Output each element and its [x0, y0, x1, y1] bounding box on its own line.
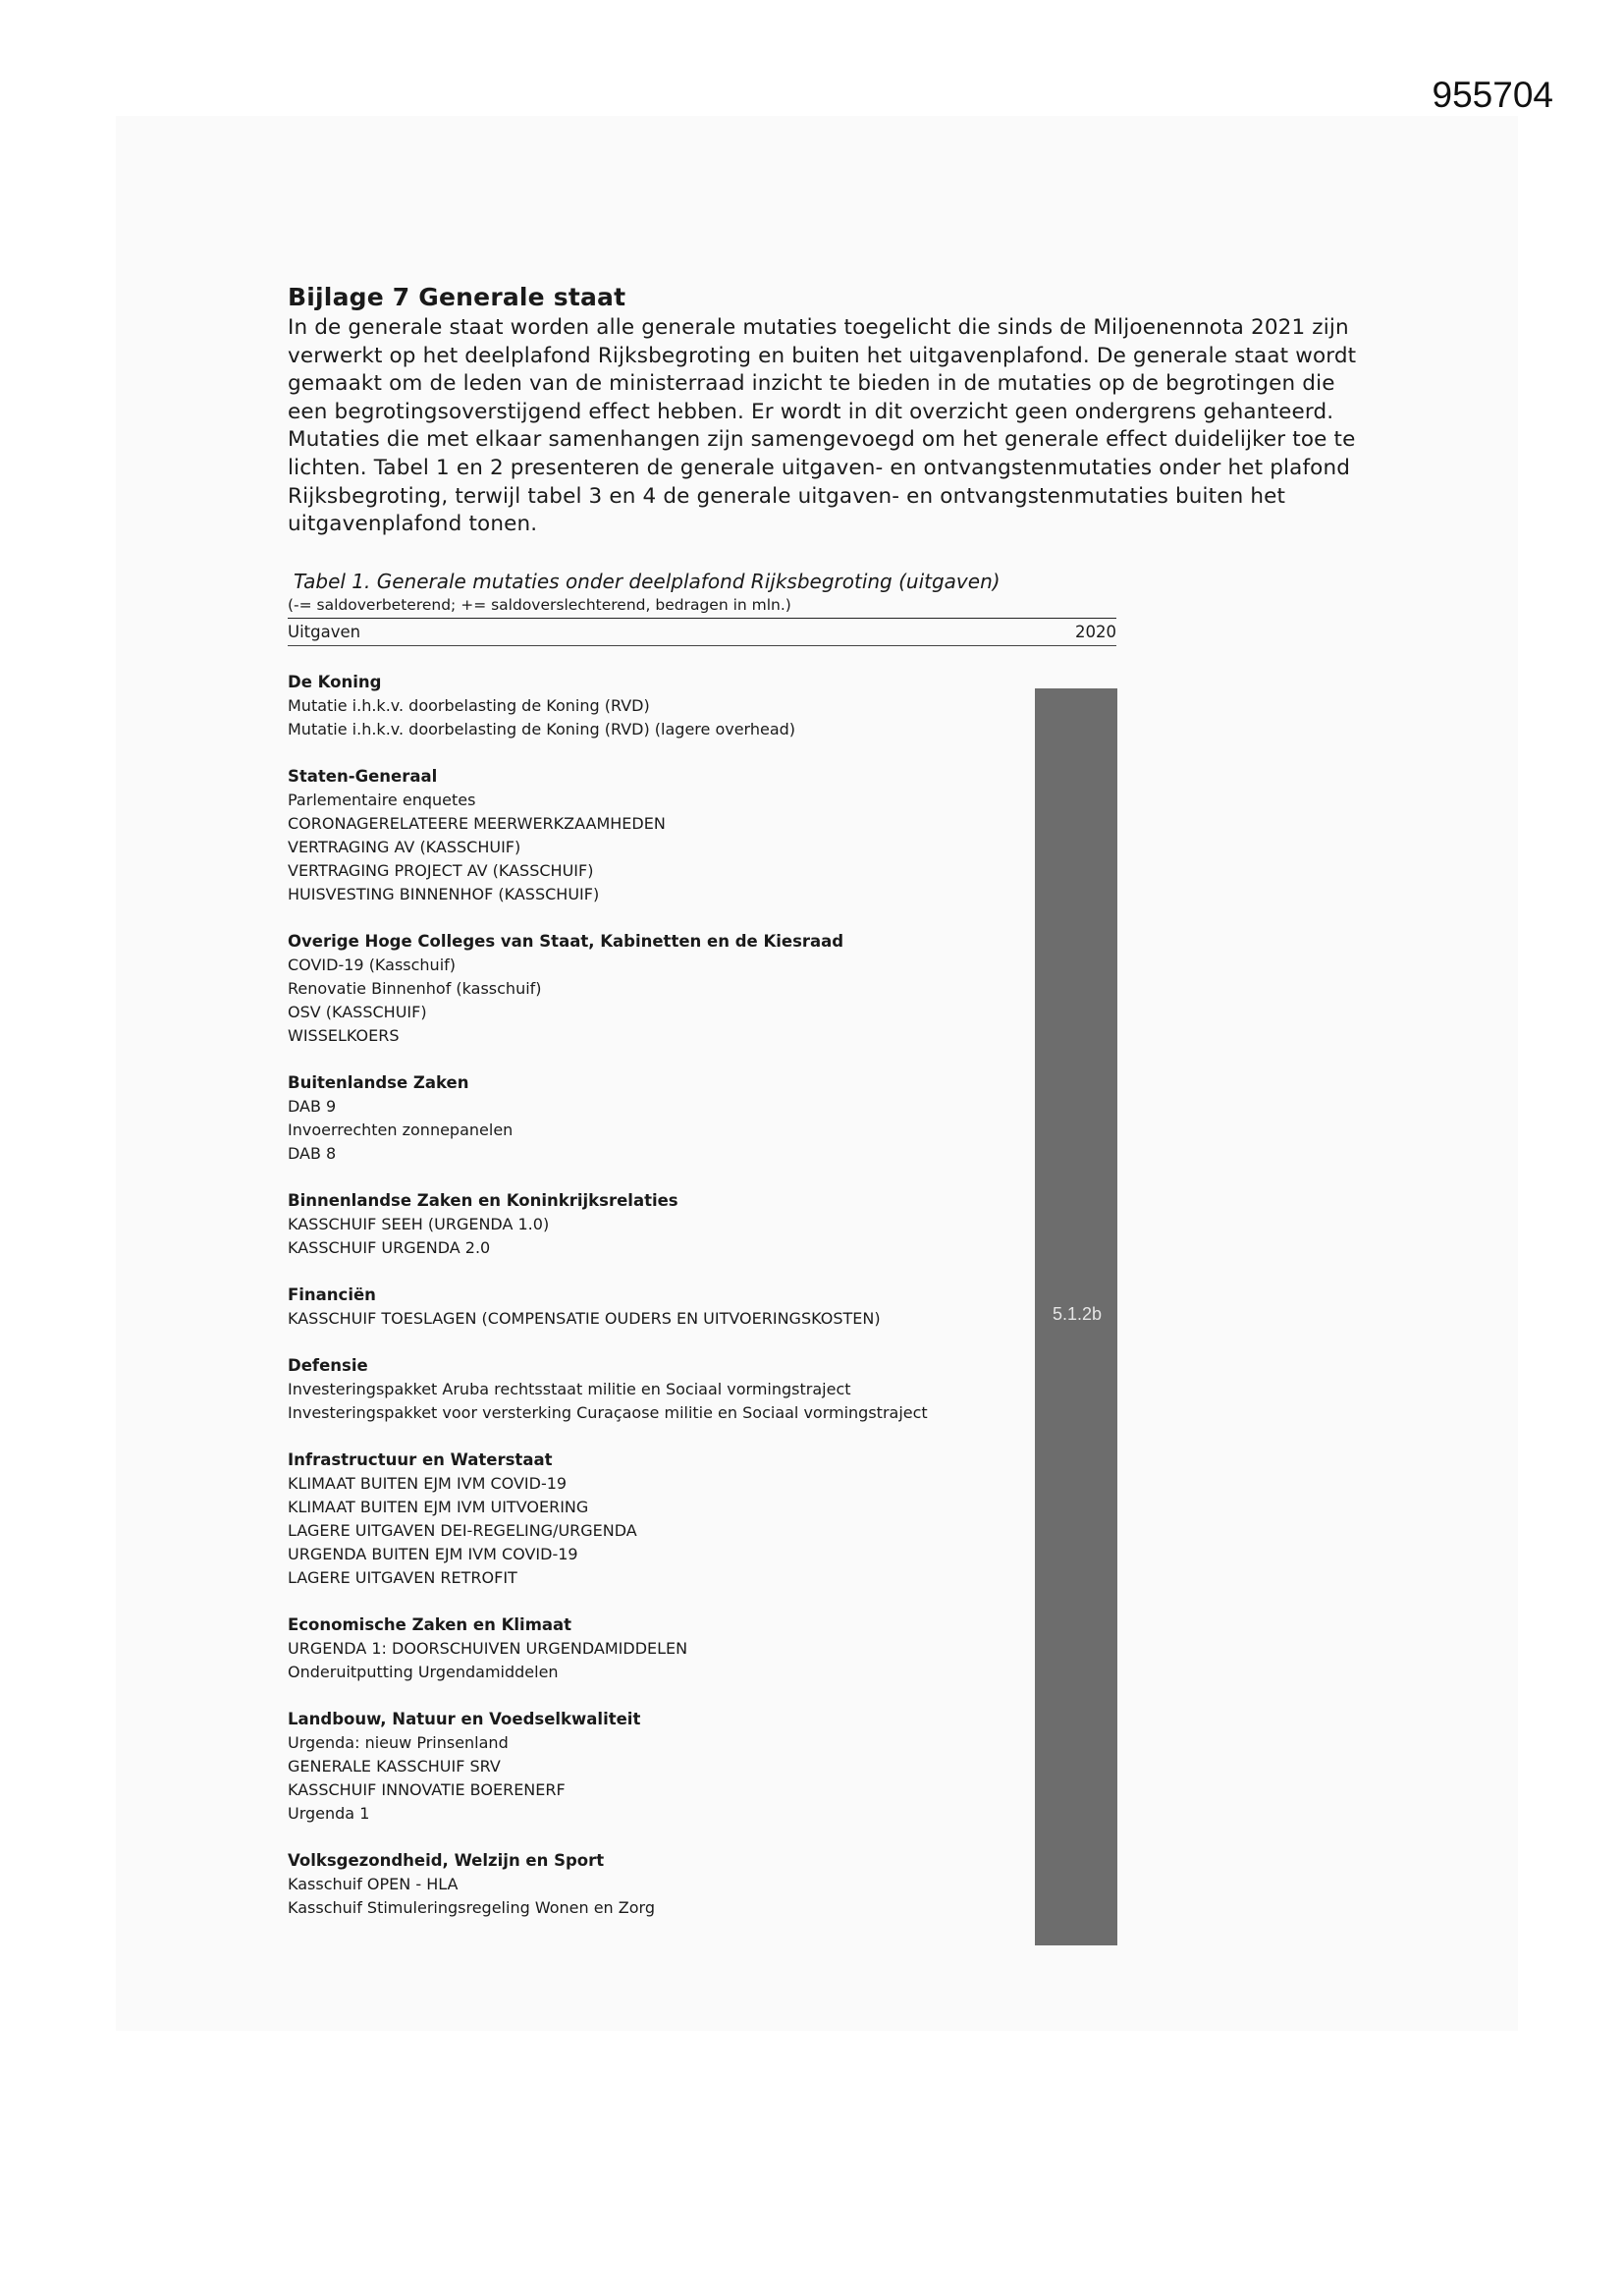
section-title: Infrastructuur en Waterstaat: [288, 1450, 553, 1469]
table-row: Parlementaire enquetes: [288, 791, 476, 809]
table-section: [288, 1849, 1116, 1920]
table-row: COVID-19 (Kasschuif): [288, 956, 457, 974]
intro-line: lichten. Tabel 1 en 2 presenteren de generale uitgaven- en ontvangstenmutaties onder het plafond: [288, 455, 1351, 480]
table-row: Invoerrechten zonnepanelen: [288, 1121, 514, 1139]
intro-line: gemaakt om de leden van de ministerraad inzicht te bieden in de mutaties op de begrotingen die: [288, 371, 1335, 397]
table-section: [288, 1708, 1116, 1826]
table-row: HUISVESTING BINNENHOF (KASSCHUIF): [288, 885, 600, 903]
redaction-code: 5.1.2b: [1052, 1304, 1103, 1324]
table-section: [288, 765, 1116, 906]
intro-line: Rijksbegroting, terwijl tabel 3 en 4 de generale uitgaven- en ontvangstenmutaties buiten het: [288, 483, 1286, 509]
table-row: KASSCHUIF URGENDA 2.0: [288, 1238, 491, 1257]
table-section: [288, 671, 1116, 741]
table-section: [288, 1449, 1116, 1590]
table-row: KASSCHUIF INNOVATIE BOERENERF: [288, 1780, 566, 1799]
column-header-uitgaven: Uitgaven: [288, 623, 361, 641]
table-row: Kasschuif Stimuleringsregeling Wonen en Zorg: [288, 1898, 655, 1917]
table-row: Urgenda: nieuw Prinsenland: [288, 1733, 509, 1752]
table-row: Onderuitputting Urgendamiddelen: [288, 1663, 559, 1681]
table-header-row: [288, 619, 1116, 646]
table-row: URGENDA BUITEN EJM IVM COVID-19: [288, 1545, 578, 1563]
section-title: Financiën: [288, 1285, 376, 1304]
table-section: [288, 930, 1116, 1048]
table-row: Kasschuif OPEN - HLA: [288, 1875, 459, 1893]
section-title: Defensie: [288, 1356, 368, 1375]
document-number: 955704: [1432, 75, 1553, 115]
section-title: Staten-Generaal: [288, 767, 438, 786]
section-title: Overige Hoge Colleges van Staat, Kabinetten en de Kiesraad: [288, 932, 844, 951]
section-title: Binnenlandse Zaken en Koninkrijksrelaties: [288, 1191, 678, 1210]
table-caption: Tabel 1. Generale mutaties onder deelplafond Rijksbegroting (uitgaven): [294, 570, 1001, 593]
table-row: DAB 9: [288, 1097, 337, 1116]
mutations-table: [288, 567, 1116, 1943]
table-row: KLIMAAT BUITEN EJM IVM COVID-19: [288, 1474, 568, 1493]
intro-paragraph: [288, 314, 1358, 539]
table-row: Investeringspakket Aruba rechtsstaat militie en Sociaal vormingstraject: [288, 1380, 851, 1398]
intro-line: Mutaties die met elkaar samenhangen zijn samengevoegd om het generale effect duidelijker toe te: [288, 427, 1356, 453]
table-row: OSV (KASSCHUIF): [288, 1003, 427, 1021]
column-header-year: 2020: [1075, 623, 1116, 641]
table-row: LAGERE UITGAVEN RETROFIT: [288, 1568, 517, 1587]
table-legend: (-= saldoverbeterend; += saldoverslechterend, bedragen in mln.): [288, 596, 1116, 619]
table-row: Investeringspakket voor versterking Curaçaose militie en Sociaal vormingstraject: [288, 1403, 928, 1422]
table-row: KLIMAAT BUITEN EJM IVM UITVOERING: [288, 1498, 589, 1516]
table-sections: [288, 671, 1116, 1920]
intro-line: In de generale staat worden alle generale mutaties toegelicht die sinds de Miljoenennota 2021 zijn: [288, 315, 1349, 340]
table-section: [288, 1071, 1116, 1166]
table-row: VERTRAGING PROJECT AV (KASSCHUIF): [288, 861, 594, 880]
section-title: Volksgezondheid, Welzijn en Sport: [288, 1851, 605, 1870]
section-title: Landbouw, Natuur en Voedselkwaliteit: [288, 1710, 641, 1728]
table-row: KASSCHUIF SEEH (URGENDA 1.0): [288, 1215, 550, 1233]
table-section: [288, 1189, 1116, 1260]
table-row: CORONAGERELATEERE MEERWERKZAAMHEDEN: [288, 814, 666, 833]
section-title: Economische Zaken en Klimaat: [288, 1615, 572, 1634]
table-row: Mutatie i.h.k.v. doorbelasting de Koning (RVD): [288, 696, 650, 715]
intro-line: een begrotingsoverstijgend effect hebben. Er wordt in dit overzicht geen ondergrens gehanteerd.: [288, 399, 1334, 424]
table-section: [288, 1613, 1116, 1684]
table-row: WISSELKOERS: [288, 1026, 400, 1045]
table-row: Renovatie Binnenhof (kasschuif): [288, 979, 542, 998]
section-title: De Koning: [288, 673, 382, 691]
table-row: DAB 8: [288, 1144, 337, 1163]
table-row: VERTRAGING AV (KASSCHUIF): [288, 838, 521, 856]
table-section: [288, 1354, 1116, 1425]
table-row: Urgenda 1: [288, 1804, 370, 1823]
table-row: GENERALE KASSCHUIF SRV: [288, 1757, 501, 1776]
table-section: [288, 1284, 1116, 1331]
table-row: LAGERE UITGAVEN DEI-REGELING/URGENDA: [288, 1521, 637, 1540]
page-title: Bijlage 7 Generale staat: [288, 283, 626, 311]
section-title: Buitenlandse Zaken: [288, 1073, 469, 1092]
intro-line: uitgavenplafond tonen.: [288, 512, 538, 537]
table-row: KASSCHUIF TOESLAGEN (COMPENSATIE OUDERS EN UITVOERINGSKOSTEN): [288, 1309, 881, 1328]
intro-line: verwerkt op het deelplafond Rijksbegroting en buiten het uitgavenplafond. De generale staat wordt: [288, 343, 1357, 368]
table-row: URGENDA 1: DOORSCHUIVEN URGENDAMIDDELEN: [288, 1639, 688, 1658]
table-row: Mutatie i.h.k.v. doorbelasting de Koning (RVD) (lagere overhead): [288, 720, 796, 738]
document-body: [288, 283, 1358, 539]
